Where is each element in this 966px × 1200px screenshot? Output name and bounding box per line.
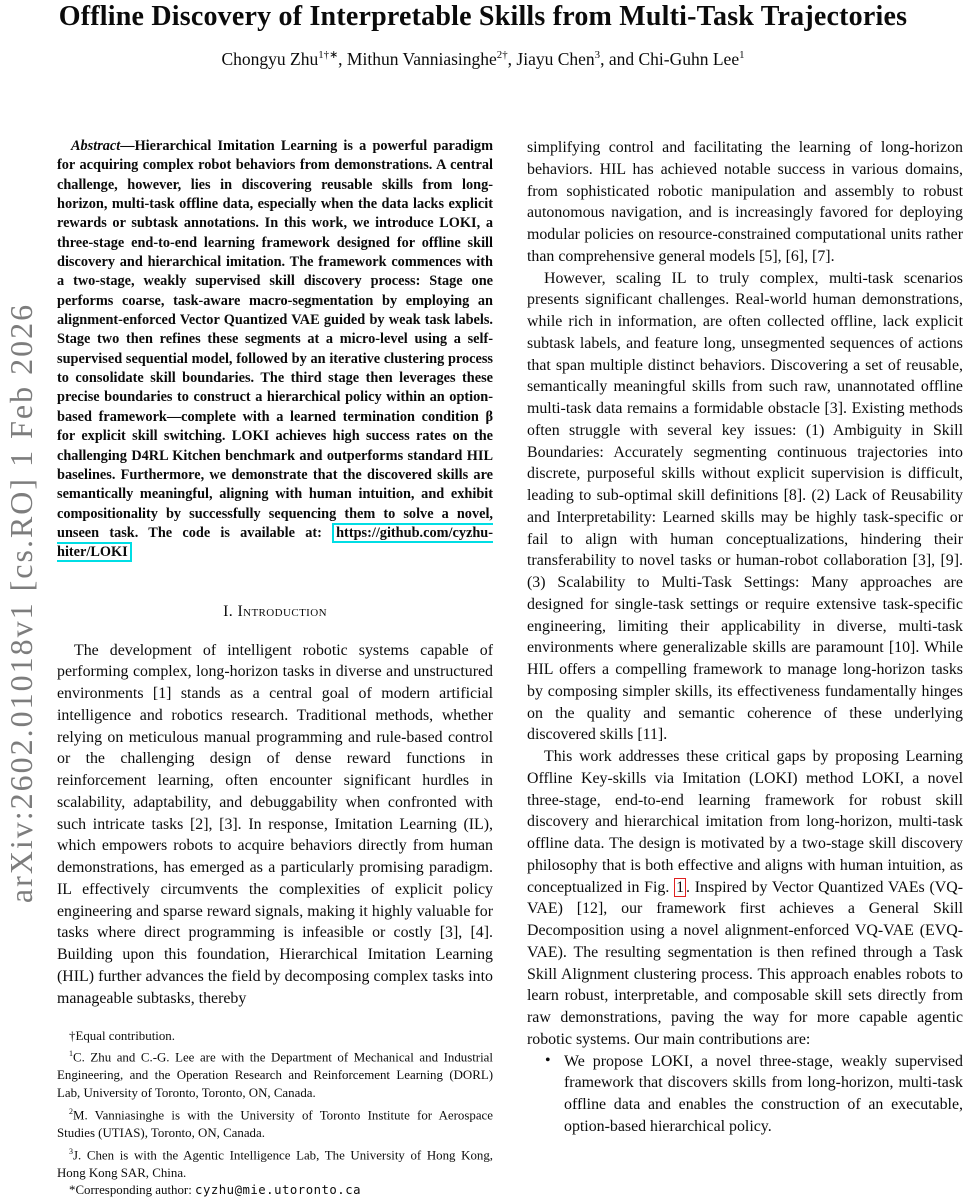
author: Mithun Vanniasinghe$^{2\dagger}$, — [346, 48, 517, 69]
intro-paragraph-1-continued: simplifying control and facilitating the learning of long-horizon behaviors. HIL has achieved notable success in various domains, from sophisticated robotic manipulation and assembly to robust autonomous navigation, and is increasingly favored for deploying modular policies on resource-constrained computational units rather than comprehensive general models [5], [6], [7]. — [527, 139, 963, 265]
footnote-corresponding-author: *Corresponding author: cyzhu@mie.utoronto.ca — [69, 1183, 362, 1198]
footnote-affiliation-1: $^1$C. Zhu and C.-G. Lee are with the Department of Mechanical and Industrial Engineering, and the Operation Research and Reinforcement Learning (DORL) Lab, University of Toronto, Toronto, ON, Canada. — [57, 1049, 493, 1101]
footnote-affiliation-3: $^3$J. Chen is with the Agentic Intelligence Lab, The University of Hong Kong, Hong Kong SAR, China. — [57, 1146, 493, 1180]
intro-paragraph-2: However, scaling IL to truly complex, multi-task scenarios presents significant challenges. Real-world human demonstrations, while rich in information, are often collected offline, lack explicit subtask labels, and feature long, unsegmented sequences of actions that span multiple distinct behaviors. Discovering a set of reusable, semantically meaningful skills from such raw, unannotated offline multi-task data remains a formidable obstacle [3]. Existing methods often struggle with several key issues: (1) Ambiguity in Skill Boundaries: Accurately segmenting continuous trajectories into discrete, purposeful skills without explicit supervision is difficult, leading to sub-optimal skill definitions [8]. (2) Lack of Reusability and Interpretability: Learned skills may be highly task-specific or fail to align with human conceptualizations, hindering their transferability to novel tasks or human-robot collaboration [3], [9]. (3) Scalability to Multi-Task Settings: Many approaches are designed for single-task settings or require extensive task-specific engineering, limiting their applicability in diverse, multi-task environments where generalizable skills are paramount [10]. While HIL offers a compelling framework to manage long-horizon tasks by composing simpler skills, its effectiveness fundamentally hinges on the quality and semantic coherence of these underlying discovered skills [11]. — [527, 269, 963, 744]
footnote-affiliation-2: $^2$M. Vanniasinghe is with the University of Toronto Institute for Aerospace Studies (UTIAS), Toronto, ON, Canada. — [57, 1106, 493, 1140]
author: Chi-Guhn Lee$^1$ — [638, 48, 745, 69]
intro-paragraph-3: This work addresses these critical gaps by proposing Learning Offline Key-skills via Imitation (LOKI) method LOKI, a novel three-stage, end-to-end learning framework for robust skill discovery and hierarchical imitation from long-horizon, multi-task offline data. The design is motivated by a two-stage skill discovery philosophy that is both effective and aligns with human intuition, as conceptualized in Fig. 1 . Inspired by Vector Quantized VAEs (VQ-VAE) [12], our framework first achieves a General Skill Decomposition using a novel alignment-enforced VQ-VAE (EVQ-VAE). The resulting segmentation is then refined through a Task Skill Alignment clustering process. This approach enables robots to learn robust, interpretable, and composable skill sets directly from raw demonstrations, paving the way for more capable agentic robotic systems. Our main contributions are: — [527, 748, 963, 1048]
author: Jiayu Chen$^3$, and — [516, 48, 639, 69]
bullet-icon: • — [545, 1051, 551, 1069]
section-heading-introduction: I. Introduction — [223, 602, 327, 620]
author: Chongyu Zhu$^{1\dagger∗}$, — [221, 48, 347, 69]
author-affiliation-sup: 1†∗ — [318, 49, 339, 61]
right-column — [527, 137, 963, 1200]
footnote-equal-contribution: †Equal contribution. — [69, 1028, 175, 1043]
corresponding-author-email-link[interactable]: cyzhu@mie.utoronto.ca — [195, 1183, 362, 1198]
abstract-label: Abstract — [71, 138, 121, 154]
code-repo-link[interactable]: https://github.com/cyzhu-hiter/LOKI — [57, 524, 493, 561]
contributions-list — [527, 1051, 963, 1138]
list-item: • We propose LOKI, a novel three-stage, weakly supervised framework that discovers skills from long-horizon, multi-task offline data and enables the construction of an executable, option-based hierarchical policy. — [545, 1051, 963, 1135]
left-column — [57, 137, 493, 1200]
author-affiliation-sup: 3 — [594, 49, 601, 61]
first-page-footnotes — [57, 1028, 493, 1200]
two-column-body — [57, 137, 963, 1200]
paper-title: Offline Discovery of Interpretable Skills from Multi-Task Trajectories — [58, 1, 908, 32]
author-affiliation-sup: 2† — [496, 49, 508, 61]
author-line — [0, 48, 966, 70]
figure-1-reference-link[interactable]: 1 — [676, 878, 685, 896]
abstract-body: —Hierarchical Imitation Learning is a powerful paradigm for acquiring complex robot behaviors from demonstrations. A central challenge, however, lies in discovering reusable skills from long-horizon, multi-task offline data, especially when the data lacks explicit rewards or subtask annotations. In this work, we introduce LOKI, a three-stage end-to-end learning framework designed for offline skill discovery and hierarchical imitation. The framework commences with a two-stage, weakly supervised skill discovery process: Stage one performs coarse, task-aware macro-segmentation by employing an alignment-enforced Vector Quantized VAE guided by weak task labels. Stage two then refines these segments at a micro-level using a self-supervised sequential model, followed by an iterative clustering process to consolidate skill boundaries. The third stage then leverages these precise boundaries to construct a hierarchical policy within an option-based framework—complete with a learned termination condition β for explicit skill switching. LOKI achieves high success rates on the challenging D4RL Kitchen benchmark and outperforms standard HIL baselines. Furthermore, we demonstrate that the discovered skills are semantically meaningful, aligning with human intuition, and exhibit compositionality by successfully sequencing them to solve a novel, unseen task. The code is available at: — [57, 138, 493, 541]
intro-paragraph-1: The development of intelligent robotic systems capable of performing complex, long-horizon tasks in diverse and unstructured environments [1] stands as a central goal of modern artificial intelligence and robotics research. Traditional methods, whether relying on meticulous manual programming and rule-based control or the challenging design of dense reward functions in reinforcement learning, often encounter significant hurdles in scalability, adaptability, and debuggability when confronted with such intricate tasks [2], [3]. In response, Imitation Learning (IL), which empowers robots to acquire behaviors directly from human demonstrations, has emerged as a particularly promising paradigm. IL effectively circumvents the complexities of explicit policy engineering and sparse reward signals, making it highly valuable for tasks where direct programming is infeasible or costly [3], [4]. Building upon this foundation, Hierarchical Imitation Learning (HIL) further advances the field by decomposing complex tasks into manageable subtasks, thereby — [57, 641, 493, 1007]
author-affiliation-sup: 1 — [739, 49, 745, 61]
arxiv-watermark: arXiv:2602.01018v1 [cs.RO] 1 Feb 2026 — [3, 302, 39, 904]
abstract — [57, 137, 493, 563]
